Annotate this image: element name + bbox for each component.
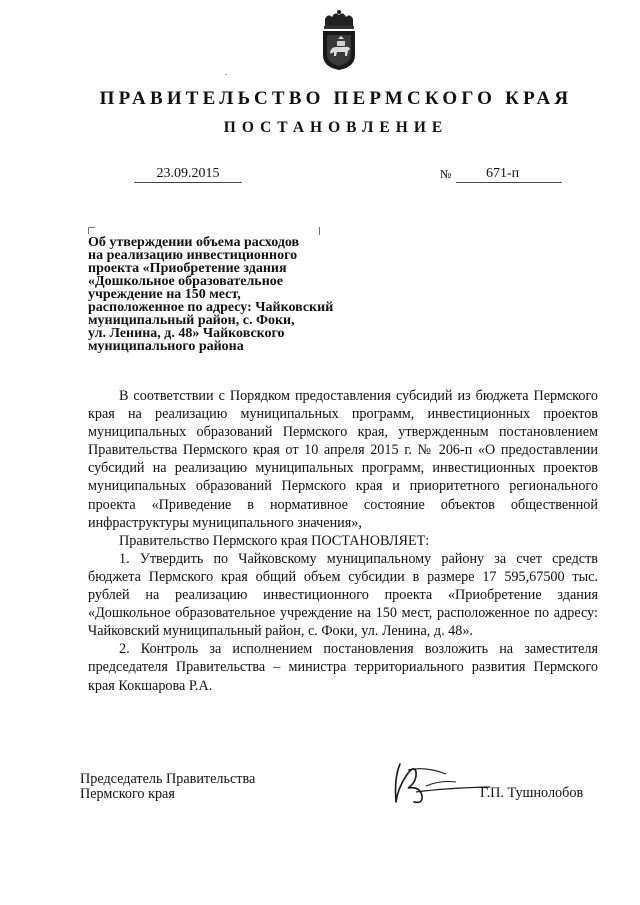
body-paragraph-item-1: 1. Утвердить по Чайковскому муниципальному району за счет средств бюджета Пермского края общий объем субсидии в размере 17 595,67500 тыс. рублей на реализацию инвестиционного проекта «Приобретение здания «Дошкольное образовательное учреждение на 150 мест, расположенное по адресу: Чайковский муниципальный район, с. Фоки, ул. Ленина, д. 48». <box>88 550 598 640</box>
signatory-position-line: Председатель Правительства <box>80 771 256 787</box>
perm-krai-coat-of-arms-icon <box>319 9 359 71</box>
subject-line: муниципального района <box>88 339 244 354</box>
subject-line: «Дошкольное образовательное <box>88 274 283 289</box>
signatory-name: Г.П. Тушнолобов <box>480 785 584 801</box>
document-number-field <box>456 165 562 183</box>
body-paragraph-resolves: Правительство Пермского края ПОСТАНОВЛЯЕТ: <box>119 532 430 549</box>
document-date: 23.09.2015 <box>134 165 242 183</box>
signatory-position-line: Пермского края <box>80 786 175 802</box>
subject-line: учреждение на 150 мест, <box>88 287 241 302</box>
document-type: ПОСТАНОВЛЕНИЕ <box>223 119 449 136</box>
subject-line: проекта «Приобретение здания <box>88 261 287 276</box>
document-body <box>88 387 598 695</box>
subject-line: муниципальный район, с. Фоки, <box>88 313 295 328</box>
handwritten-signature <box>386 758 498 810</box>
subject-line: Об утверждении объема расходов <box>88 235 300 250</box>
document-subject <box>88 236 368 353</box>
subject-corner-mark-right <box>313 227 320 235</box>
scan-artifact <box>225 74 227 75</box>
body-paragraph-preamble: В соответствии с Порядком предоставления субсидий из бюджета Пермского края на реализацию муниципальных программ, инвестиционных проектов муниципальных образований Пермского края, утвержденным постановлением Правительства Пермского края от 10 апреля 2015 г. № 206-п «О предоставлении субсидий на реализацию муниципальных программ, инвестиционных проектов муниципальных образований Пермского края и приоритетного регионального проекта «Приведение в нормативное состояние объектов общественной инфраструктуры муниципального значения», <box>88 388 598 531</box>
subject-line: на реализацию инвестиционного <box>88 248 298 263</box>
subject-corner-mark-left <box>88 227 95 234</box>
government-title: ПРАВИТЕЛЬСТВО ПЕРМСКОГО КРАЯ <box>99 88 573 109</box>
signatory-position <box>80 772 255 802</box>
document-number: 671-п <box>486 166 520 181</box>
subject-line: расположенное по адресу: Чайковский <box>88 300 334 315</box>
number-sign: № <box>440 167 452 181</box>
body-paragraph-item-2: 2. Контроль за исполнением постановления возложить на заместителя председателя Правительства – министра территориального развития Пермского края Кокшарова Р.А. <box>88 641 598 694</box>
subject-line: ул. Ленина, д. 48» Чайковского <box>88 326 285 341</box>
